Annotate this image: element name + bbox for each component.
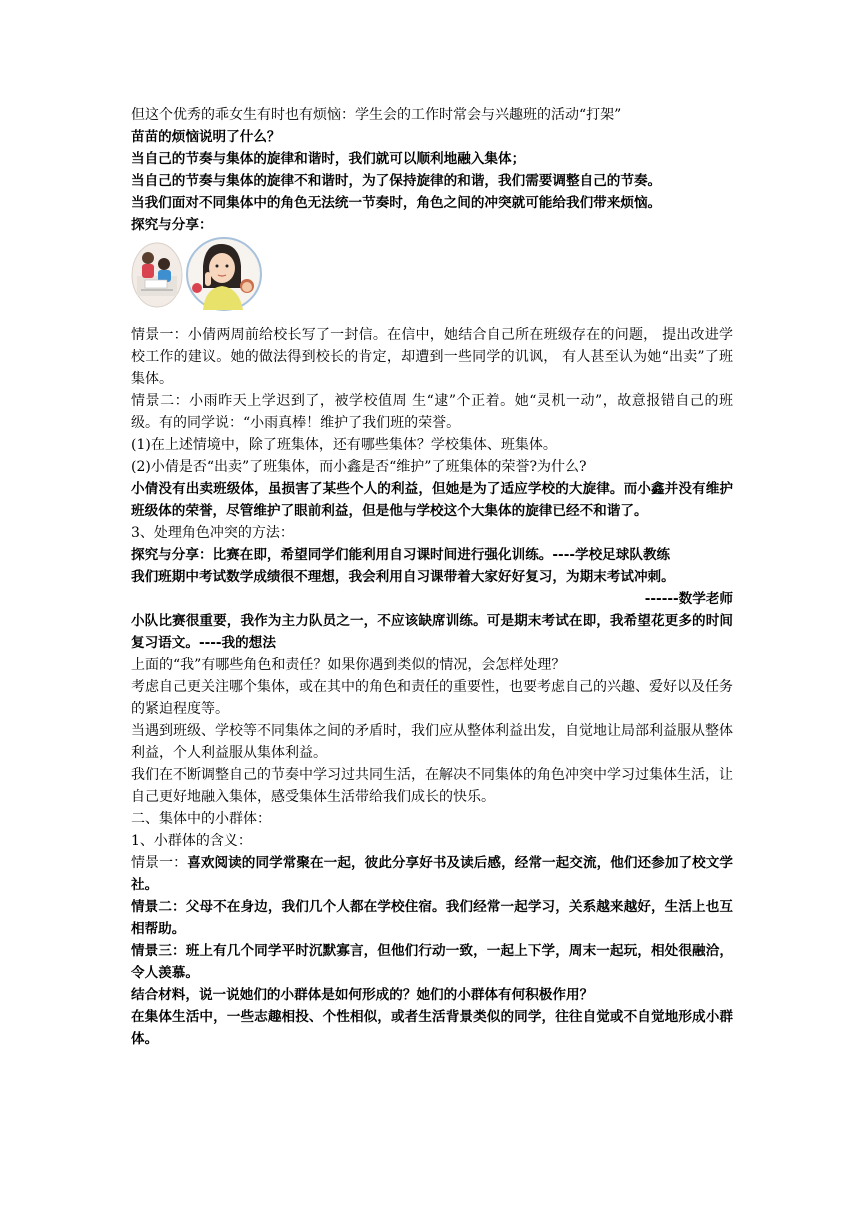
paragraph: 但这个优秀的乖女生有时也有烦恼：学生会的工作时常会与兴趣班的活动“打架” [131, 107, 622, 123]
paragraph: 结合材料，说一说她们的小群体是如何形成的？她们的小群体有何积极作用？ [131, 987, 594, 1003]
section-heading: 探究与分享： [131, 217, 213, 233]
paragraph: (1)在上述情境中，除了班集体，还有哪些集体？学校集体、班集体。 [131, 437, 557, 453]
paragraph: 探究与分享：比赛在即，希望同学们能利用自习课时间进行强化训练。----学校足球队教练 [131, 547, 671, 563]
scenario-text: 喜欢阅读的同学常聚在一起，彼此分享好书及读后感，经常一起交流，他们还参加了校文学社。 [131, 855, 734, 893]
girl-thinking-illustration-icon [185, 236, 263, 312]
paragraph: 我们在不断调整自己的节奏中学习过共同生活，在解决不同集体的角色冲突中学习过集体生活，让自己更好地融入集体，感受集体生活带给我们成长的快乐。 [131, 767, 733, 805]
paragraph [131, 852, 733, 896]
paragraph: (2)小倩是否“出卖”了班集体，而小鑫是否“维护”了班集体的荣誉?为什么? [131, 459, 587, 475]
paragraph: 小队比赛很重要，我作为主力队员之一，不应该缺席训练。可是期末考试在即，我希望花更多的时间复习语文。----我的想法 [131, 613, 733, 651]
paragraph: 上面的“我”有哪些角色和责任？如果你遇到类似的情况，会怎样处理？ [131, 657, 566, 673]
students-writing-illustration-icon [131, 242, 183, 308]
paragraph: 当遇到班级、学校等不同集体之间的矛盾时，我们应从整体利益出发，自觉地让局部利益服从整体利益，个人利益服从集体利益。 [131, 723, 733, 761]
section-heading: 3、处理角色冲突的方法： [131, 525, 294, 541]
paragraph: 情景二：父母不在身边，我们几个人都在学校住宿。我们经常一起学习，关系越来越好，生活上也互相帮助。 [131, 899, 733, 937]
paragraph: 在集体生活中，一些志趣相投、个性相似，或者生活背景类似的同学，往往自觉或不自觉地形成小群体。 [131, 1009, 733, 1047]
paragraph: 情景三：班上有几个同学平时沉默寡言，但他们行动一致，一起上下学，周末一起玩，相处很融洽，令人羡慕。 [131, 943, 733, 981]
paragraph: 当自己的节奏与集体的旋律不和谐时，为了保持旋律的和谐，我们需要调整自己的节奏。 [131, 173, 662, 189]
paragraph: 情景二：小雨昨天上学迟到了，被学校值周 生“逮”个正着。她“灵机一动”，故意报错自己的班级。有的同学说：“小雨真棒！维护了我们班的荣誉。 [131, 393, 733, 431]
document-body [131, 104, 733, 1050]
section-heading: 二、集体中的小群体： [131, 811, 271, 827]
question-heading: 苗苗的烦恼说明了什么？ [131, 129, 281, 145]
paragraph: 当我们面对不同集体中的角色无法统一节奏时，角色之间的冲突就可能给我们带来烦恼。 [131, 195, 662, 211]
attribution: ------数学老师 [644, 591, 733, 607]
paragraph: 我们班期中考试数学成绩很不理想，我会利用自习课带着大家好好复习，为期末考试冲刺。 [131, 569, 675, 585]
scenario-prefix: 情景一： [131, 855, 188, 871]
subsection-heading: 1、小群体的含义： [131, 833, 252, 849]
paragraph: 当自己的节奏与集体的旋律和谐时，我们就可以顺利地融入集体； [131, 151, 526, 167]
paragraph: 小倩没有出卖班级体，虽损害了某些个人的利益，但她是为了适应学校的大旋律。而小鑫并没有维护班级体的荣誉，尽管维护了眼前利益，但是他与学校这个大集体的旋律已经不和谐了。 [131, 481, 733, 519]
paragraph: 考虑自己更关注哪个集体，或在其中的角色和责任的重要性，也要考虑自己的兴趣、爱好以及任务的紧迫程度等。 [131, 679, 733, 717]
paragraph: 情景一：小倩两周前给校长写了一封信。在信中，她结合自己所在班级存在的问题， 提出改进学校工作的建议。她的做法得到校长的肯定，却遭到一些同学的讥讽， 有人甚至认为她“出卖”了班集体。 [131, 327, 733, 387]
illustration-figure [131, 238, 733, 316]
